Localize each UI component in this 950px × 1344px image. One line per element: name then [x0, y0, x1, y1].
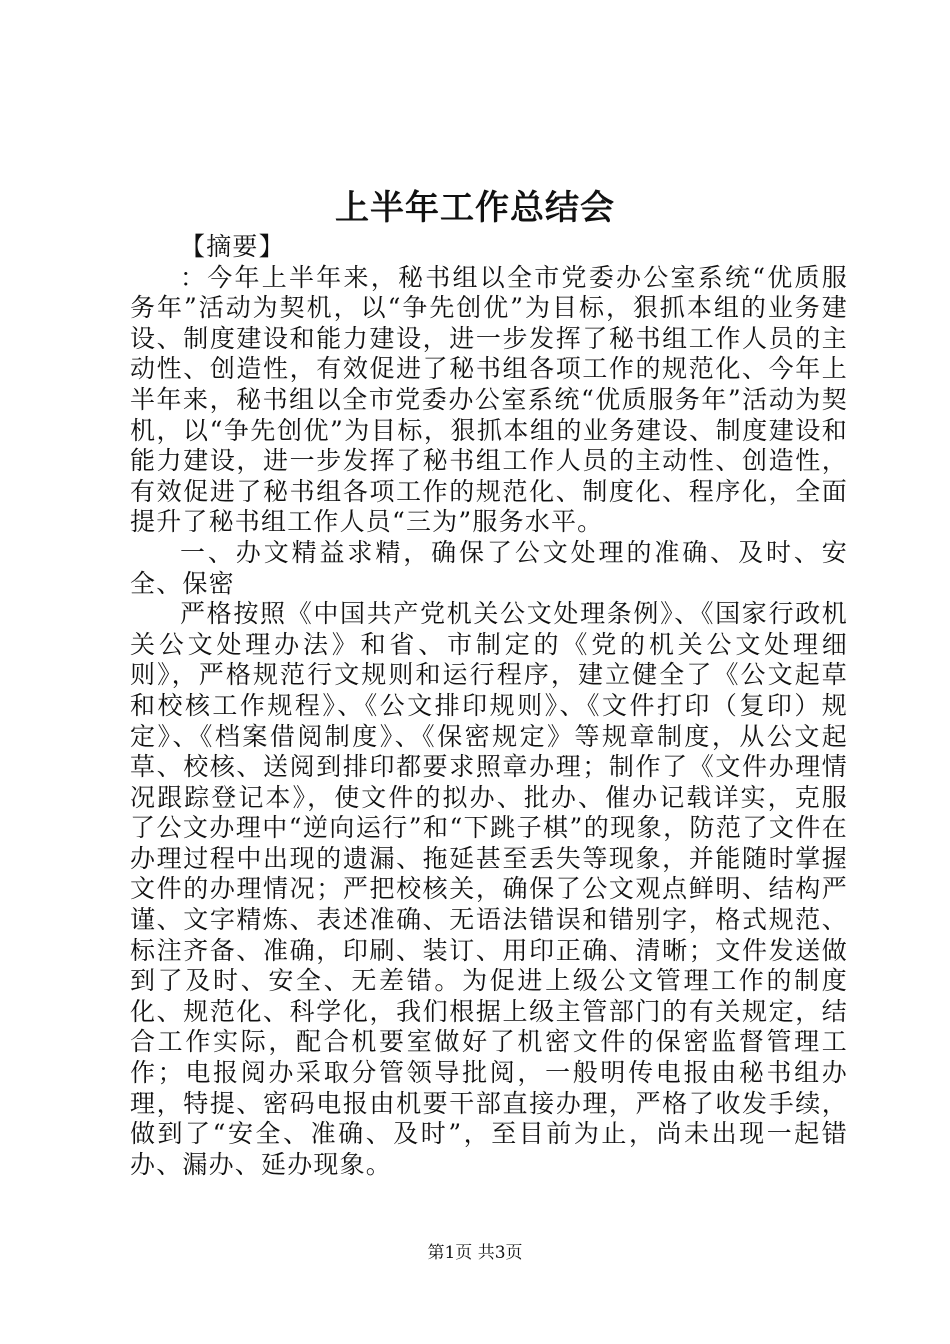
document-title: 上半年工作总结会 — [335, 188, 615, 228]
section-paragraph-1: 严格按照《中国共产党机关公文处理条例》、《国家行政机关公文处理办法》和省、市制定的《党的机关公文处理细则》，严格规范行文规则和运行程序，建立健全了《公文起草和校核工作规程》、《公文排印规则》、《文件打印（复印）规定》、《档案借阅制度》、《保密规定》等规章制度，从公文起草、校核、送阅到排印都要求照章办理；制作了《文件办理情况跟踪登记本》，使文件的拟办、批办、催办记载详实，克服了公文办理中“逆向运行”和“下跳子棋”的现象，防范了文件在办理过程中出现的遗漏、拖延甚至丢失等现象，并能随时掌握文件的办理情况；严把校核关，确保了公文观点鲜明、结构严谨、文字精炼、表述准确、无语法错误和错别字，格式规范、标注齐备、准确，印刷、装订、用印正确、清晰；文件发送做到了及时、安全、无差错。为促进上级公文管理工作的制度化、规范化、科学化，我们根据上级主管部门的有关规定，结合工作实际，配合机要室做好了机密文件的保密监督管理工作；电报阅办采取分管领导批阅，一般明传电报由秘书组办理，特提、密码电报由机要干部直接办理，严格了收发手续，做到了“安全、准确、及时”，至目前为止，尚未出现一起错办、漏办、延办现象。 — [130, 599, 848, 1179]
section-heading-1: 一、办文精益求精，确保了公文处理的准确、及时、安全、保密 — [130, 537, 848, 598]
abstract-paragraph: ：今年上半年来，秘书组以全市党委办公室系统“优质服务年”活动为契机，以“争先创优”为目标，狠抓本组的业务建设、制度建设和能力建设，进一步发挥了秘书组工作人员的主动性、创造性，有效促进了秘书组各项工作的规范化、今年上半年来，秘书组以全市党委办公室系统“优质服务年”活动为契机，以“争先创优”为目标，狠抓本组的业务建设、制度建设和能力建设，进一步发挥了秘书组工作人员的主动性、创造性，有效促进了秘书组各项工作的规范化、制度化、程序化，全面提升了秘书组工作人员“三为”服务水平。 — [130, 262, 848, 537]
abstract-heading: 【摘要】 — [180, 232, 285, 261]
page-footer: 第1页 共3页 — [427, 1243, 523, 1263]
document-body — [130, 232, 848, 1180]
